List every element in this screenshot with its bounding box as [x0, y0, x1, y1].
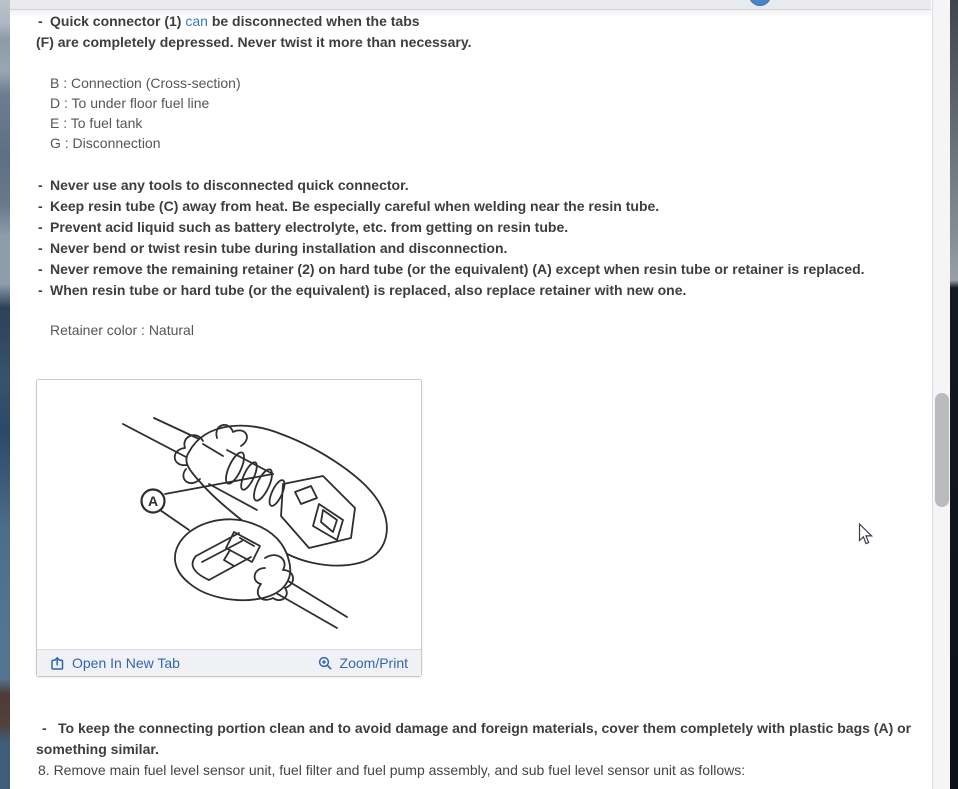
desktop-wallpaper-sliver [0, 0, 10, 789]
retainer-note: Retainer color : Natural [50, 322, 194, 338]
caution-text: When resin tube or hard tube (or the equivalent) is replaced, also replace retainer with new one. [50, 282, 687, 298]
bullet-dash: - [38, 198, 43, 214]
intro-text-before-link: Quick connector (1) [50, 13, 186, 29]
caution-list [36, 175, 865, 301]
bullet-dash: - [38, 240, 43, 256]
step-8-line: 8. Remove main fuel level sensor unit, fuel filter and fuel pump assembly, and sub fuel level sensor unit as follows: [38, 762, 746, 778]
bullet-dash: - [42, 720, 47, 736]
open-in-new-tab-link[interactable] [50, 655, 180, 671]
screen-right-edge [950, 0, 958, 789]
intro-line-2: (F) are completely depressed. Never twist it more than necessary. [36, 34, 472, 50]
legend-item: E : To fuel tank [50, 115, 143, 131]
top-gray-bar [10, 0, 931, 10]
caution-text: Keep resin tube (C) away from heat. Be especially careful when welding near the resin tube. [50, 198, 660, 214]
caution-text: Never remove the remaining retainer (2) on hard tube (or the equivalent) (A) except when resin tube or retainer is replaced. [50, 261, 865, 277]
open-in-new-tab-icon [50, 656, 65, 671]
bullet-dash: - [38, 219, 43, 235]
caution-item [36, 196, 865, 217]
zoom-print-label: Zoom/Print [339, 655, 408, 671]
can-link[interactable]: can [185, 13, 208, 29]
outro-line-2: something similar. [36, 741, 159, 757]
intro-text-after-link: be disconnected when the tabs [207, 13, 420, 29]
outro-line-1 [36, 718, 911, 739]
zoom-print-link[interactable] [318, 655, 408, 671]
figure-footer-bar [37, 649, 421, 676]
figure-card [36, 379, 422, 677]
scrollbar-track[interactable] [932, 0, 950, 789]
legend-item: G : Disconnection [50, 135, 161, 151]
intro-paragraph [36, 11, 471, 53]
scrollbar-thumb[interactable] [935, 393, 949, 507]
caution-text: Never bend or twist resin tube during installation and disconnection. [50, 240, 508, 256]
caution-item [36, 280, 865, 301]
caution-item [36, 175, 865, 196]
bullet-dash: - [38, 177, 43, 193]
outro-paragraph [36, 718, 911, 760]
magnifier-plus-icon [318, 656, 333, 671]
intro-line-1 [36, 11, 471, 32]
connector-illustration [37, 380, 421, 649]
legend-item: D : To under floor fuel line [50, 95, 210, 111]
figure-image [37, 380, 421, 649]
caution-item [36, 259, 865, 280]
caution-item [36, 238, 865, 259]
outro-text: To keep the connecting portion clean and to avoid damage and foreign materials, cover them completely with plastic bags (A) or [58, 720, 912, 736]
legend-item: B : Connection (Cross-section) [50, 75, 241, 91]
open-in-new-tab-label: Open In New Tab [72, 655, 180, 671]
legend-list [50, 73, 241, 153]
figure-label-a: A [147, 493, 159, 509]
caution-text: Prevent acid liquid such as battery electrolyte, etc. from getting on resin tube. [50, 219, 569, 235]
caution-text: Never use any tools to disconnected quick connector. [50, 177, 409, 193]
bullet-dash: - [38, 13, 43, 29]
caution-item [36, 217, 865, 238]
bullet-dash: - [38, 282, 43, 298]
bullet-dash: - [38, 261, 43, 277]
